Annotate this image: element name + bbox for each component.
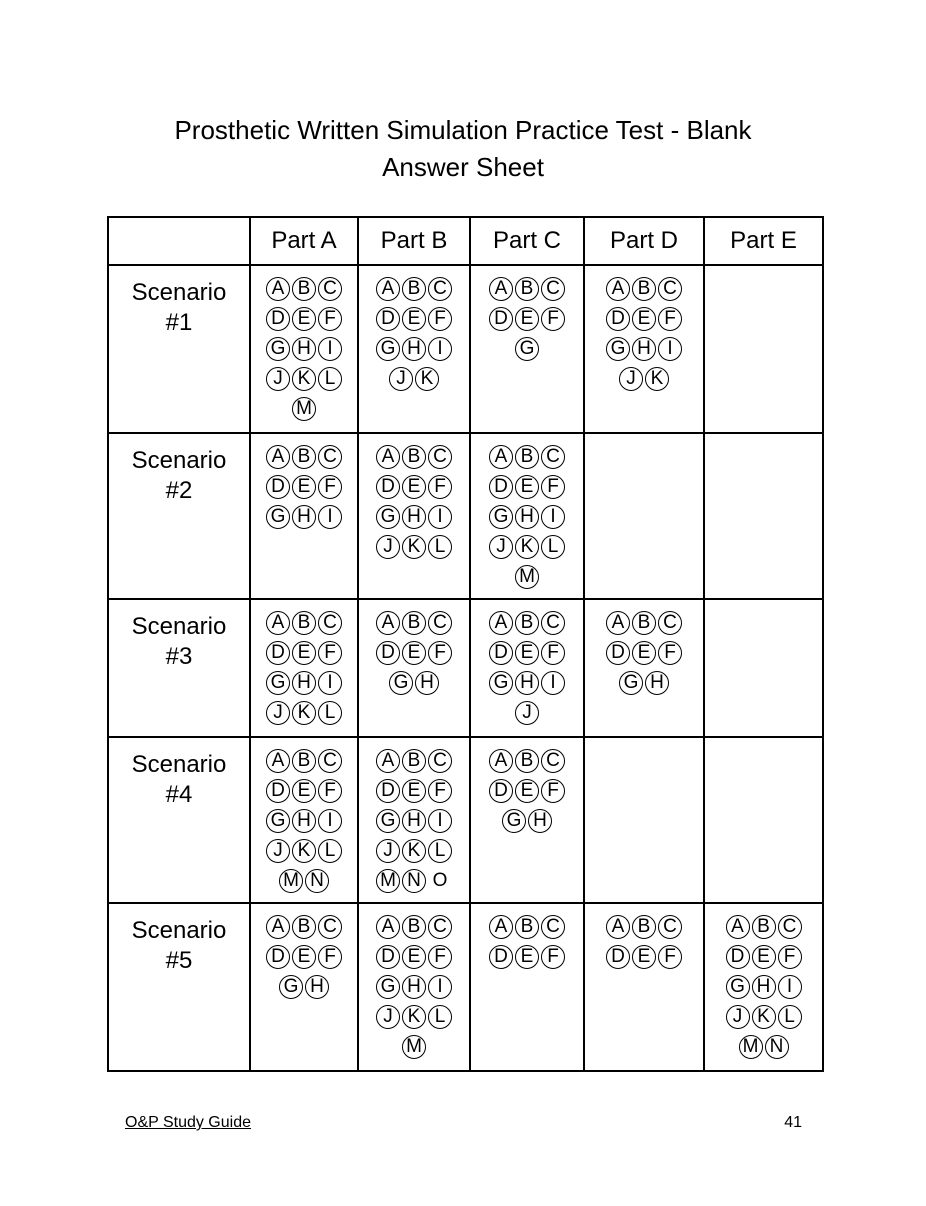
answer-bubble-a[interactable]: A bbox=[606, 915, 630, 939]
answer-bubble-e[interactable]: E bbox=[515, 307, 539, 331]
answer-bubble-a[interactable]: A bbox=[266, 611, 290, 635]
answer-bubble-d[interactable]: D bbox=[606, 945, 630, 969]
answer-bubble-h[interactable]: H bbox=[305, 975, 329, 999]
answer-bubble-l[interactable]: L bbox=[428, 535, 452, 559]
answer-bubble-c[interactable]: C bbox=[428, 915, 452, 939]
answer-bubble-f[interactable]: F bbox=[541, 945, 565, 969]
answer-bubble-a[interactable]: A bbox=[489, 749, 513, 773]
scenario-row-5 bbox=[108, 903, 823, 1071]
answer-bubble-j[interactable]: J bbox=[266, 839, 290, 863]
answer-bubble-k[interactable]: K bbox=[402, 535, 426, 559]
answer-bubble-j[interactable]: J bbox=[515, 701, 539, 725]
answer-bubble-m[interactable]: M bbox=[739, 1035, 763, 1059]
answer-bubble-a[interactable]: A bbox=[489, 445, 513, 469]
header-part-d: Part D bbox=[584, 217, 704, 265]
answer-bubble-a[interactable]: A bbox=[376, 611, 400, 635]
answer-bubble-c[interactable]: C bbox=[428, 611, 452, 635]
scenario-word: Scenario bbox=[131, 447, 227, 474]
answer-bubble-group bbox=[485, 445, 569, 589]
page-title bbox=[0, 112, 926, 186]
scenario-label-cell bbox=[108, 599, 250, 737]
answer-bubble-e[interactable]: E bbox=[292, 641, 316, 665]
answer-bubble-g[interactable]: G bbox=[619, 671, 643, 695]
answer-bubble-group bbox=[485, 611, 569, 725]
answer-bubble-l[interactable]: L bbox=[318, 701, 342, 725]
answer-bubble-k[interactable]: K bbox=[645, 367, 669, 391]
answer-bubble-l[interactable]: L bbox=[428, 1005, 452, 1029]
answer-bubble-h[interactable]: H bbox=[528, 809, 552, 833]
answer-bubble-f[interactable]: F bbox=[318, 779, 342, 803]
answer-bubble-f[interactable]: F bbox=[658, 307, 682, 331]
answer-bubble-group bbox=[372, 277, 456, 391]
answer-bubble-j[interactable]: J bbox=[266, 367, 290, 391]
answer-bubble-a[interactable]: A bbox=[266, 749, 290, 773]
answer-bubble-l[interactable]: L bbox=[778, 1005, 802, 1029]
answer-bubble-group bbox=[262, 915, 346, 999]
answer-bubble-group bbox=[602, 915, 686, 969]
answer-bubble-d[interactable]: D bbox=[726, 945, 750, 969]
answer-bubble-i[interactable]: I bbox=[428, 809, 452, 833]
scenario-number: #2 bbox=[165, 477, 193, 504]
answer-bubble-h[interactable]: H bbox=[292, 809, 316, 833]
answer-bubble-e[interactable]: E bbox=[292, 475, 316, 499]
answer-bubble-k[interactable]: K bbox=[292, 701, 316, 725]
footer-study-guide: O&P Study Guide bbox=[125, 1114, 251, 1131]
answer-bubble-h[interactable]: H bbox=[415, 671, 439, 695]
scenario-number: #1 bbox=[165, 309, 193, 336]
answer-cell-part-c bbox=[470, 265, 584, 433]
page-number: 41 bbox=[784, 1114, 802, 1131]
answer-bubble-d[interactable]: D bbox=[489, 641, 513, 665]
answer-bubble-c[interactable]: C bbox=[658, 915, 682, 939]
answer-cell-part-d bbox=[584, 903, 704, 1071]
answer-cell-part-a bbox=[250, 903, 358, 1071]
scenario-row-3 bbox=[108, 599, 823, 737]
answer-bubble-b[interactable]: B bbox=[632, 611, 656, 635]
answer-bubble-c[interactable]: C bbox=[541, 749, 565, 773]
answer-bubble-c[interactable]: C bbox=[541, 277, 565, 301]
answer-bubble-m[interactable]: M bbox=[279, 869, 303, 893]
answer-bubble-f[interactable]: F bbox=[541, 641, 565, 665]
answer-bubble-c[interactable]: C bbox=[778, 915, 802, 939]
answer-bubble-e[interactable]: E bbox=[632, 945, 656, 969]
answer-bubble-b[interactable]: B bbox=[515, 277, 539, 301]
answer-cell-part-b bbox=[358, 599, 470, 737]
answer-bubble-e[interactable]: E bbox=[632, 307, 656, 331]
answer-bubble-b[interactable]: B bbox=[292, 445, 316, 469]
answer-bubble-b[interactable]: B bbox=[515, 611, 539, 635]
answer-cell-part-a bbox=[250, 599, 358, 737]
answer-bubble-e[interactable]: E bbox=[752, 945, 776, 969]
answer-bubble-f[interactable]: F bbox=[541, 779, 565, 803]
answer-bubble-m[interactable]: M bbox=[402, 1035, 426, 1059]
scenario-label-cell bbox=[108, 737, 250, 903]
answer-bubble-g[interactable]: G bbox=[376, 809, 400, 833]
title-line-2: Answer Sheet bbox=[382, 152, 544, 182]
answer-bubble-g[interactable]: G bbox=[279, 975, 303, 999]
answer-bubble-m[interactable]: M bbox=[376, 869, 400, 893]
answer-bubble-n[interactable]: N bbox=[402, 869, 426, 893]
answer-bubble-i[interactable]: I bbox=[428, 975, 452, 999]
answer-bubble-e[interactable]: E bbox=[632, 641, 656, 665]
answer-bubble-k[interactable]: K bbox=[515, 535, 539, 559]
answer-bubble-e[interactable]: E bbox=[402, 475, 426, 499]
answer-bubble-f[interactable]: F bbox=[541, 475, 565, 499]
answer-bubble-k[interactable]: K bbox=[292, 367, 316, 391]
scenario-number: #3 bbox=[165, 643, 193, 670]
answer-bubble-d[interactable]: D bbox=[376, 307, 400, 331]
answer-bubble-d[interactable]: D bbox=[266, 307, 290, 331]
answer-bubble-d[interactable]: D bbox=[489, 779, 513, 803]
answer-bubble-e[interactable]: E bbox=[402, 641, 426, 665]
answer-bubble-c[interactable]: C bbox=[318, 611, 342, 635]
answer-bubble-b[interactable]: B bbox=[402, 611, 426, 635]
answer-bubble-c[interactable]: C bbox=[541, 915, 565, 939]
answer-bubble-d[interactable]: D bbox=[606, 641, 630, 665]
answer-bubble-g[interactable]: G bbox=[606, 337, 630, 361]
answer-bubble-c[interactable]: C bbox=[318, 277, 342, 301]
answer-bubble-f[interactable]: F bbox=[428, 641, 452, 665]
answer-bubble-i[interactable]: I bbox=[318, 671, 342, 695]
answer-bubble-g[interactable]: G bbox=[376, 975, 400, 999]
answer-bubble-group bbox=[485, 277, 569, 361]
answer-bubble-i[interactable]: I bbox=[318, 809, 342, 833]
answer-bubble-f[interactable]: F bbox=[428, 475, 452, 499]
answer-bubble-l[interactable]: L bbox=[541, 535, 565, 559]
answer-bubble-h[interactable]: H bbox=[515, 505, 539, 529]
answer-bubble-i[interactable]: I bbox=[541, 671, 565, 695]
title-line-1: Prosthetic Written Simulation Practice Test - Blank bbox=[174, 115, 752, 145]
scenario-row-1 bbox=[108, 265, 823, 433]
answer-cell-part-e bbox=[704, 737, 823, 903]
answer-bubble-c[interactable]: C bbox=[428, 445, 452, 469]
scenario-label bbox=[109, 600, 249, 672]
scenario-word: Scenario bbox=[131, 279, 227, 306]
answer-bubble-l[interactable]: L bbox=[318, 839, 342, 863]
answer-bubble-group bbox=[262, 749, 346, 893]
answer-bubble-h[interactable]: H bbox=[402, 337, 426, 361]
answer-bubble-f[interactable]: F bbox=[318, 475, 342, 499]
answer-bubble-b[interactable]: B bbox=[515, 915, 539, 939]
scenario-row-4 bbox=[108, 737, 823, 903]
answer-cell-part-a bbox=[250, 265, 358, 433]
answer-bubble-i[interactable]: I bbox=[778, 975, 802, 999]
answer-bubble-g[interactable]: G bbox=[266, 505, 290, 529]
answer-bubble-b[interactable]: B bbox=[402, 277, 426, 301]
answer-cell-part-b bbox=[358, 737, 470, 903]
answer-bubble-group bbox=[262, 277, 346, 421]
scenario-label bbox=[109, 266, 249, 338]
answer-cell-part-a bbox=[250, 433, 358, 599]
answer-bubble-d[interactable]: D bbox=[376, 945, 400, 969]
answer-bubble-group bbox=[722, 915, 806, 1059]
answer-cell-part-c bbox=[470, 599, 584, 737]
answer-bubble-h[interactable]: H bbox=[292, 505, 316, 529]
answer-bubble-b[interactable]: B bbox=[752, 915, 776, 939]
answer-bubble-j[interactable]: J bbox=[376, 535, 400, 559]
answer-bubble-group bbox=[262, 445, 346, 529]
answer-bubble-f[interactable]: F bbox=[778, 945, 802, 969]
answer-cell-part-c bbox=[470, 737, 584, 903]
answer-bubble-d[interactable]: D bbox=[376, 641, 400, 665]
answer-bubble-c[interactable]: C bbox=[658, 611, 682, 635]
answer-bubble-e[interactable]: E bbox=[292, 307, 316, 331]
answer-bubble-f[interactable]: F bbox=[658, 945, 682, 969]
answer-cell-part-d bbox=[584, 433, 704, 599]
header-row bbox=[108, 217, 823, 265]
answer-bubble-j[interactable]: J bbox=[266, 701, 290, 725]
answer-bubble-c[interactable]: C bbox=[658, 277, 682, 301]
header-blank bbox=[108, 217, 250, 265]
answer-bubble-f[interactable]: F bbox=[541, 307, 565, 331]
answer-bubble-a[interactable]: A bbox=[266, 277, 290, 301]
answer-bubble-m[interactable]: M bbox=[292, 397, 316, 421]
answer-bubble-d[interactable]: D bbox=[606, 307, 630, 331]
answer-bubble-b[interactable]: B bbox=[632, 277, 656, 301]
answer-bubble-h[interactable]: H bbox=[402, 975, 426, 999]
answer-cell-part-b bbox=[358, 265, 470, 433]
answer-cell-part-d bbox=[584, 599, 704, 737]
answer-bubble-a[interactable]: A bbox=[606, 611, 630, 635]
scenario-label-cell bbox=[108, 903, 250, 1071]
answer-bubble-n[interactable]: N bbox=[305, 869, 329, 893]
answer-bubble-h[interactable]: H bbox=[292, 337, 316, 361]
answer-bubble-a[interactable]: A bbox=[376, 749, 400, 773]
answer-cell-part-c bbox=[470, 433, 584, 599]
answer-bubble-b[interactable]: B bbox=[292, 915, 316, 939]
answer-bubble-g[interactable]: G bbox=[266, 671, 290, 695]
answer-bubble-m[interactable]: M bbox=[515, 565, 539, 589]
answer-bubble-g[interactable]: G bbox=[502, 809, 526, 833]
answer-bubble-a[interactable]: A bbox=[376, 445, 400, 469]
answer-bubble-e[interactable]: E bbox=[292, 945, 316, 969]
answer-bubble-b[interactable]: B bbox=[632, 915, 656, 939]
answer-cell-part-b bbox=[358, 903, 470, 1071]
answer-bubble-b[interactable]: B bbox=[402, 749, 426, 773]
answer-bubble-a[interactable]: A bbox=[726, 915, 750, 939]
answer-bubble-d[interactable]: D bbox=[376, 779, 400, 803]
scenario-label bbox=[109, 434, 249, 506]
answer-bubble-e[interactable]: E bbox=[402, 945, 426, 969]
answer-bubble-e[interactable]: E bbox=[515, 779, 539, 803]
answer-bubble-group bbox=[602, 277, 686, 391]
answer-bubble-o[interactable]: O bbox=[432, 870, 448, 891]
answer-bubble-a[interactable]: A bbox=[606, 277, 630, 301]
answer-bubble-d[interactable]: D bbox=[489, 945, 513, 969]
answer-bubble-d[interactable]: D bbox=[489, 475, 513, 499]
answer-bubble-e[interactable]: E bbox=[402, 779, 426, 803]
scenario-word: Scenario bbox=[131, 917, 227, 944]
answer-bubble-f[interactable]: F bbox=[428, 307, 452, 331]
answer-bubble-b[interactable]: B bbox=[292, 611, 316, 635]
answer-bubble-k[interactable]: K bbox=[402, 1005, 426, 1029]
answer-bubble-j[interactable]: J bbox=[489, 535, 513, 559]
answer-bubble-h[interactable]: H bbox=[292, 671, 316, 695]
answer-bubble-g[interactable]: G bbox=[389, 671, 413, 695]
answer-bubble-e[interactable]: E bbox=[515, 945, 539, 969]
answer-bubble-g[interactable]: G bbox=[515, 337, 539, 361]
answer-cell-part-d bbox=[584, 737, 704, 903]
answer-sheet-body bbox=[108, 265, 823, 1071]
answer-bubble-j[interactable]: J bbox=[376, 1005, 400, 1029]
answer-bubble-e[interactable]: E bbox=[515, 475, 539, 499]
answer-bubble-l[interactable]: L bbox=[428, 839, 452, 863]
answer-cell-part-e bbox=[704, 599, 823, 737]
answer-bubble-j[interactable]: J bbox=[726, 1005, 750, 1029]
answer-bubble-g[interactable]: G bbox=[376, 505, 400, 529]
answer-bubble-h[interactable]: H bbox=[402, 809, 426, 833]
answer-cell-part-d bbox=[584, 265, 704, 433]
answer-bubble-c[interactable]: C bbox=[428, 749, 452, 773]
answer-bubble-group bbox=[262, 611, 346, 725]
answer-bubble-b[interactable]: B bbox=[292, 277, 316, 301]
answer-bubble-i[interactable]: I bbox=[318, 505, 342, 529]
answer-bubble-d[interactable]: D bbox=[376, 475, 400, 499]
answer-cell-part-e bbox=[704, 265, 823, 433]
answer-bubble-f[interactable]: F bbox=[318, 641, 342, 665]
answer-bubble-g[interactable]: G bbox=[266, 809, 290, 833]
answer-bubble-e[interactable]: E bbox=[292, 779, 316, 803]
answer-bubble-a[interactable]: A bbox=[376, 277, 400, 301]
answer-bubble-i[interactable]: I bbox=[318, 337, 342, 361]
answer-bubble-group bbox=[372, 749, 456, 893]
answer-bubble-d[interactable]: D bbox=[266, 779, 290, 803]
answer-bubble-j[interactable]: J bbox=[389, 367, 413, 391]
answer-bubble-c[interactable]: C bbox=[318, 445, 342, 469]
answer-bubble-d[interactable]: D bbox=[266, 475, 290, 499]
answer-bubble-f[interactable]: F bbox=[318, 307, 342, 331]
answer-bubble-b[interactable]: B bbox=[402, 915, 426, 939]
answer-bubble-f[interactable]: F bbox=[658, 641, 682, 665]
answer-bubble-b[interactable]: B bbox=[402, 445, 426, 469]
answer-bubble-b[interactable]: B bbox=[515, 749, 539, 773]
answer-bubble-f[interactable]: F bbox=[428, 779, 452, 803]
answer-bubble-e[interactable]: E bbox=[402, 307, 426, 331]
answer-bubble-l[interactable]: L bbox=[318, 367, 342, 391]
scenario-word: Scenario bbox=[131, 613, 227, 640]
scenario-number: #5 bbox=[165, 947, 193, 974]
header-part-b: Part B bbox=[358, 217, 470, 265]
answer-bubble-group bbox=[372, 611, 456, 695]
answer-bubble-h[interactable]: H bbox=[515, 671, 539, 695]
answer-bubble-a[interactable]: A bbox=[266, 915, 290, 939]
answer-bubble-g[interactable]: G bbox=[376, 337, 400, 361]
answer-bubble-group bbox=[485, 915, 569, 969]
answer-bubble-group bbox=[372, 445, 456, 559]
answer-bubble-d[interactable]: D bbox=[489, 307, 513, 331]
scenario-number: #4 bbox=[165, 781, 193, 808]
scenario-label-cell bbox=[108, 265, 250, 433]
answer-sheet-table bbox=[107, 216, 824, 1072]
answer-bubble-i[interactable]: I bbox=[658, 337, 682, 361]
answer-bubble-group bbox=[485, 749, 569, 833]
answer-bubble-i[interactable]: I bbox=[428, 337, 452, 361]
scenario-label bbox=[109, 904, 249, 976]
answer-bubble-a[interactable]: A bbox=[266, 445, 290, 469]
header-part-a: Part A bbox=[250, 217, 358, 265]
answer-bubble-f[interactable]: F bbox=[428, 945, 452, 969]
answer-cell-part-a bbox=[250, 737, 358, 903]
answer-bubble-h[interactable]: H bbox=[752, 975, 776, 999]
answer-bubble-group bbox=[602, 611, 686, 695]
answer-cell-part-b bbox=[358, 433, 470, 599]
scenario-label bbox=[109, 738, 249, 810]
answer-bubble-h[interactable]: H bbox=[632, 337, 656, 361]
answer-bubble-k[interactable]: K bbox=[415, 367, 439, 391]
answer-bubble-group bbox=[372, 915, 456, 1059]
answer-bubble-g[interactable]: G bbox=[489, 671, 513, 695]
answer-bubble-a[interactable]: A bbox=[489, 915, 513, 939]
answer-bubble-c[interactable]: C bbox=[318, 915, 342, 939]
answer-cell-part-c bbox=[470, 903, 584, 1071]
answer-cell-part-e bbox=[704, 433, 823, 599]
header-part-e: Part E bbox=[704, 217, 823, 265]
answer-bubble-i[interactable]: I bbox=[428, 505, 452, 529]
header-part-c: Part C bbox=[470, 217, 584, 265]
answer-bubble-a[interactable]: A bbox=[489, 277, 513, 301]
answer-bubble-i[interactable]: I bbox=[541, 505, 565, 529]
answer-bubble-j[interactable]: J bbox=[376, 839, 400, 863]
answer-bubble-g[interactable]: G bbox=[726, 975, 750, 999]
answer-bubble-c[interactable]: C bbox=[318, 749, 342, 773]
answer-bubble-d[interactable]: D bbox=[266, 641, 290, 665]
answer-bubble-h[interactable]: H bbox=[402, 505, 426, 529]
answer-bubble-k[interactable]: K bbox=[752, 1005, 776, 1029]
answer-bubble-h[interactable]: H bbox=[645, 671, 669, 695]
answer-bubble-k[interactable]: K bbox=[292, 839, 316, 863]
answer-bubble-f[interactable]: F bbox=[318, 945, 342, 969]
answer-bubble-c[interactable]: C bbox=[428, 277, 452, 301]
scenario-row-2 bbox=[108, 433, 823, 599]
answer-bubble-b[interactable]: B bbox=[515, 445, 539, 469]
answer-bubble-n[interactable]: N bbox=[765, 1035, 789, 1059]
scenario-word: Scenario bbox=[131, 751, 227, 778]
scenario-label-cell bbox=[108, 433, 250, 599]
answer-bubble-d[interactable]: D bbox=[266, 945, 290, 969]
answer-bubble-c[interactable]: C bbox=[541, 611, 565, 635]
answer-bubble-a[interactable]: A bbox=[376, 915, 400, 939]
answer-bubble-g[interactable]: G bbox=[266, 337, 290, 361]
answer-bubble-e[interactable]: E bbox=[515, 641, 539, 665]
answer-cell-part-e bbox=[704, 903, 823, 1071]
answer-bubble-c[interactable]: C bbox=[541, 445, 565, 469]
answer-bubble-a[interactable]: A bbox=[489, 611, 513, 635]
answer-bubble-g[interactable]: G bbox=[489, 505, 513, 529]
answer-bubble-j[interactable]: J bbox=[619, 367, 643, 391]
answer-bubble-k[interactable]: K bbox=[402, 839, 426, 863]
answer-bubble-b[interactable]: B bbox=[292, 749, 316, 773]
